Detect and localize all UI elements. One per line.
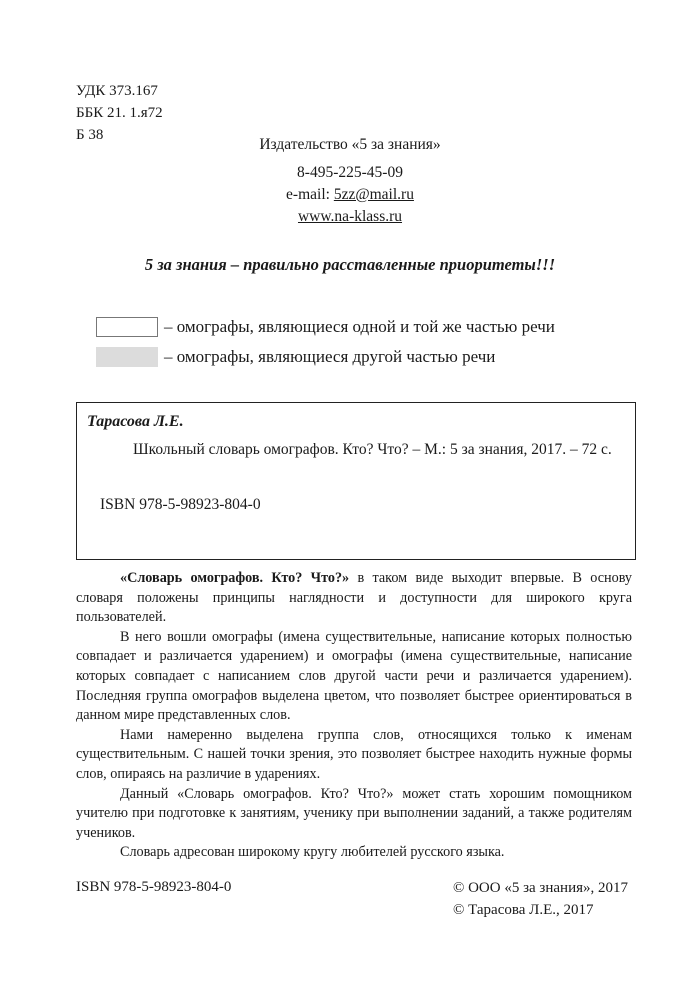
publisher-phone: 8-495-225-45-09 bbox=[297, 164, 403, 181]
footer-isbn: ISBN 978-5-98923-804-0 bbox=[76, 879, 232, 895]
catalog-card bbox=[76, 402, 636, 560]
publisher-name: Издательство «5 за знания» bbox=[259, 136, 441, 153]
annotation-paragraph-2: В него вошли омографы (имена существительные, написание которых полностью совпадает и различается ударением) и омографы (имена существительные, написание которых совпадает с написанием слов другой части речи и различается ударением). Последняя группа омографов выделена цветом, что позволяет быстрее ориентироваться в данном мире представленных слов. bbox=[76, 628, 632, 724]
slogan: 5 за знания – правильно расставленные приоритеты!!! bbox=[144, 255, 556, 274]
legend-same-pos-text: – омографы, являющиеся одной и той же частью речи bbox=[164, 317, 555, 336]
footer-copyright bbox=[453, 877, 628, 921]
legend-swatch-gray bbox=[96, 347, 158, 367]
annotation-paragraph-4: Данный «Словарь омографов. Кто? Что?» может стать хорошим помощником учителю при подготовке к занятиям, ученику при выполнении заданий, а также родителям учеников. bbox=[76, 785, 632, 841]
legend-other-pos bbox=[96, 346, 495, 368]
legend-same-pos bbox=[96, 316, 555, 338]
author-sign: Б 38 bbox=[76, 127, 104, 143]
annotation-paragraph-5: Словарь адресован широкому кругу любителей русского языка. bbox=[120, 844, 505, 861]
annotation-paragraph-3: Нами намеренно выделена группа слов, относящихся только к именам существительным. С нашей точки зрения, это позволяет быстрее находить нужные формы слов, опираясь на различие в ударениях. bbox=[76, 726, 632, 782]
annotation-p1-rest: в таком виде выходит впервые. В основу словаря положены принципы наглядности и доступности для широкого круга пользователей. bbox=[76, 570, 633, 626]
publisher-contacts bbox=[0, 162, 700, 228]
udk-code: УДК 373.167 bbox=[76, 83, 158, 99]
publisher-email-line bbox=[0, 184, 700, 206]
email-label: e-mail: bbox=[286, 186, 334, 203]
copyright-publisher: © ООО «5 за знания», 2017 bbox=[452, 880, 628, 896]
legend-swatch-white bbox=[96, 317, 158, 337]
annotation-title-bold: «Словарь омографов. Кто? Что?» bbox=[120, 570, 350, 586]
annotation-paragraph-1 bbox=[76, 569, 632, 628]
bbk-code: ББК 21. 1.я72 bbox=[76, 105, 163, 121]
card-description: Школьный словарь омографов. Кто? Что? – М.: 5 за знания, 2017. – 72 с. bbox=[133, 441, 612, 458]
email-link[interactable]: 5zz@mail.ru bbox=[333, 186, 414, 203]
card-isbn: ISBN 978-5-98923-804-0 bbox=[100, 496, 261, 513]
annotation bbox=[76, 569, 632, 863]
website-link[interactable]: www.na-klass.ru bbox=[297, 208, 403, 225]
copyright-author: © Тарасова Л.Е., 2017 bbox=[452, 902, 594, 918]
legend-other-pos-text: – омографы, являющиеся другой частью речи bbox=[164, 347, 496, 366]
card-author: Тарасова Л.Е. bbox=[87, 413, 184, 430]
